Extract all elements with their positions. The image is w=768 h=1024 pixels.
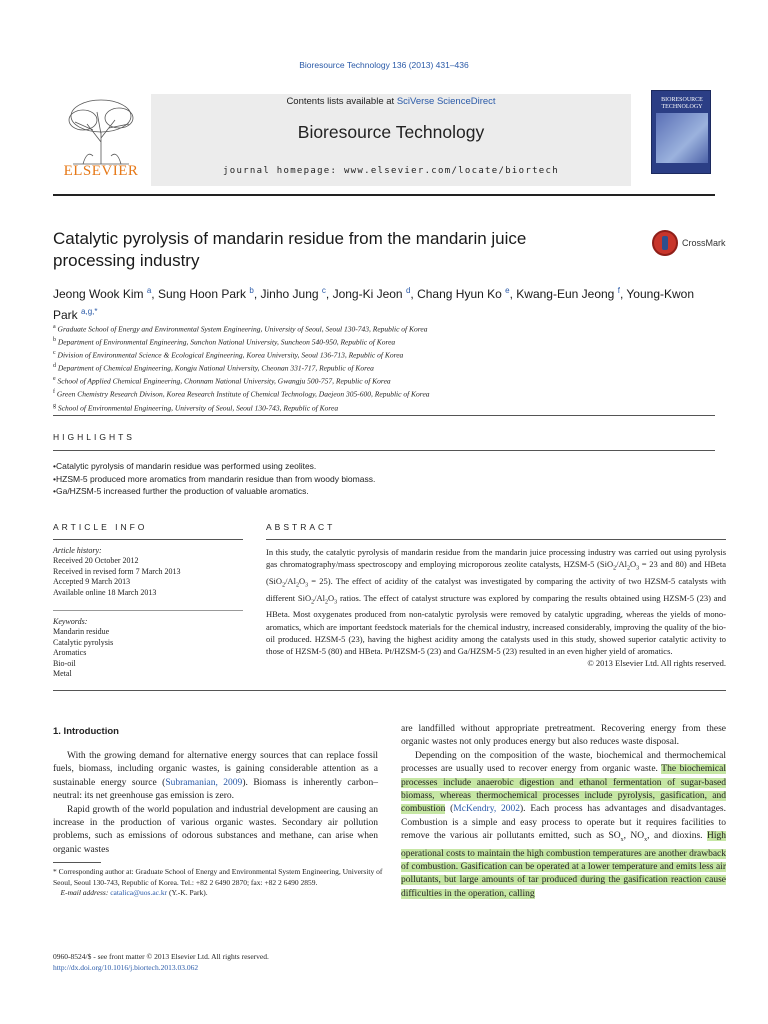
doi-link[interactable]: http://dx.doi.org/10.1016/j.biortech.2013.03.062 <box>53 962 199 972</box>
crossmark-icon <box>652 230 678 256</box>
highlighted-text[interactable]: The biochemical processes include anaerobic digestion and ethanol fermentation of sugar-based biomass, whereas thermochemical processes include pyrolysis, gasification, and combustion <box>401 764 727 815</box>
affiliation-list <box>53 322 715 414</box>
publication-info <box>53 952 453 973</box>
elsevier-wordmark: ELSEVIER <box>63 163 139 179</box>
affiliation: $^d$ Department of Chemical Engineering, Kongju National University, Cheonan 331-717, Republic of Korea <box>53 363 374 373</box>
citation-link[interactable]: Subramanian, 2009 <box>165 777 243 788</box>
author: Chang Hyun Ko $^e$ <box>417 286 510 301</box>
highlight-item: • Ga/HZSM-5 increased further the production of valuable aromatics. <box>53 485 715 498</box>
highlight-item: • HZSM-5 produced more aromatics from mandarin residue than from woody biomass. <box>53 473 715 486</box>
intro-paragraph: Rapid growth of the world population and industrial development are causing an increase in the production of various organic wastes. Secondary air pollution problems, such as emissions of odorous substances and methane, can arise when organic wastes <box>53 804 378 855</box>
article-info-heading: ARTICLE INFO <box>53 522 148 532</box>
highlighted-text[interactable]: High operational costs to maintain the high combustion temperatures are another drawback of combustion. Gasification can be operated at a lower temperature and emits less air pollutants, but large amounts of tar produced during the gasification reaction cause difficulties in the operation, calling <box>401 831 727 899</box>
author: Sung Hoon Park $^b$ <box>157 286 254 301</box>
header-divider <box>53 194 715 196</box>
intro-left-column <box>53 750 378 857</box>
section-divider <box>53 610 243 611</box>
history-item: Accepted 9 March 2013 <box>53 577 131 587</box>
section-divider <box>53 690 726 691</box>
citation-link[interactable]: McKendry, 2002 <box>453 804 520 815</box>
abstract-heading: ABSTRACT <box>266 522 336 532</box>
cover-image <box>656 113 708 163</box>
abstract-copyright: © 2013 Elsevier Ltd. All rights reserved. <box>587 657 726 668</box>
article-title: Catalytic pyrolysis of mandarin residue from the mandarin juice processing industry <box>53 229 527 270</box>
section-divider <box>266 539 726 540</box>
history-item: Available online 18 March 2013 <box>53 587 157 597</box>
author: Young-Kwon Park $^{a,g,*}$ <box>53 287 695 322</box>
keyword: Aromatics <box>53 648 87 658</box>
keyword: Mandarin residue <box>53 627 110 637</box>
author: Kwang-Eun Jeong $^f$ <box>516 286 620 301</box>
keyword: Catalytic pyrolysis <box>53 637 114 647</box>
affiliation: $^g$ School of Environmental Engineering, University of Seoul, Seoul 130-743, Republic of Korea <box>53 402 339 413</box>
journal-banner <box>151 94 631 186</box>
journal-cover[interactable] <box>651 90 711 174</box>
intro-paragraph: Depending on the composition of the waste, biochemical and thermochemical processes are usually used to recover energy from organic waste. The biochemical processes include anaerobic digestion and ethanol fermentation of sugar-based biomass, whereas thermochemical processes include pyrolysis, gasification, and combustion (McKendry, 2002). Each process has advantages and disadvantages. Combustion is a simple and easy process to operate but it requires facilities to remove the various air pollutants emitted, such as $SO_x$, $NO_x$, and dioxins. High operational costs to maintain the high combustion temperatures are another drawback of combustion. Gasification can be operated at a lower temperature and emits less air pollutants, but large amounts of tar produced during the gasification reaction cause difficulties in the operation, calling <box>401 750 727 899</box>
issn-line: 0960-8524/$ - see front matter © 2013 Elsevier Ltd. All rights reserved. <box>53 952 269 961</box>
abstract-text <box>266 546 726 669</box>
section-divider <box>53 415 715 416</box>
journal-homepage[interactable]: journal homepage: www.elsevier.com/locate/biortech <box>223 166 559 176</box>
history-item: Received 20 October 2012 <box>53 556 139 566</box>
journal-header <box>53 80 715 192</box>
affiliation: $^c$ Division of Environmental Science & Ecological Engineering, Korea University, Seoul 136-713, Republic of Korea <box>53 350 404 360</box>
author: Jong-Ki Jeon $^d$ <box>332 286 411 301</box>
cover-title: BIORESOURCE TECHNOLOGY <box>661 97 703 110</box>
sciencedirect-link[interactable]: SciVerse ScienceDirect <box>396 96 496 107</box>
contents-prefix: Contents lists available at <box>286 96 397 107</box>
journal-reference[interactable]: Bioresource Technology 136 (2013) 431–436 <box>299 60 469 70</box>
affiliation: $^f$ Green Chemistry Research Divison, Korea Research Institute of Chemical Technology, Daejeon 305-600, Republic of Korea <box>53 389 430 399</box>
section-divider <box>53 539 243 540</box>
article-history <box>53 546 243 598</box>
affiliation: $^e$ School of Applied Chemical Engineering, Chonnam National University, Gwangju 500-757, Republic of Korea <box>53 376 391 386</box>
contents-line <box>151 96 631 107</box>
keyword: Metal <box>53 669 72 679</box>
email-link[interactable]: catalica@uos.ac.kr <box>110 888 168 898</box>
abstract-paragraph: In this study, the catalytic pyrolysis of mandarin residue from the mandarin juice processing industry was carried out using pyrolysis gas chromatography/mass spectroscopy and employing microporous zeolite catalysts, HZSM-5 ($SiO_2/Al_2O_3 = 23$ and 80) and HBeta $(SiO_2/Al_2O_3 = 25)$. The effect of acidity of the catalyst was investigated by comparing the activity of two HZSM-5 catalysts with different $SiO_2/Al_2O_3$ ratios. The effect of catalyst structure was explored by comparing the results obtained using HZSM-5 (23) and HBeta. Most oxygenates produced from non-catalytic pyrolysis were removed by catalytic upgrading, whereas the yields of mono-aromatics, which are important feedstock materials for the chemical industry, increased considerably, improving the quality of the bio-oil produced. HZSM-5 (23), having the highest acidity among the catalysts used in this study, showed superior catalytic activity to those of HZSM-5 (80) and HBeta. Pt/HZSM-5 (23) and Ga/HZSM-5 (23) resulted in an even higher yield of aromatics. <box>266 547 726 656</box>
crossmark-badge[interactable] <box>652 228 732 262</box>
highlights-list <box>53 460 715 498</box>
affiliation: $^a$ Graduate School of Energy and Environmental System Engineering, University of Seoul, Seoul 130-743, Republic of Korea <box>53 324 428 334</box>
highlight-item: • Catalytic pyrolysis of mandarin residue was performed using zeolites. <box>53 460 715 473</box>
footnote <box>53 867 383 899</box>
email-line: E-mail address: catalica@uos.ac.kr (Y.-K. Park). <box>60 888 208 898</box>
highlights-heading: HIGHLIGHTS <box>53 432 135 442</box>
corresponding-author: * Corresponding author at: Graduate School of Energy and Environmental System Engineering, University of Seoul, Seoul 130-743, Republic of Korea. Tel.: +82 2 6490 2870; fax: +82 2 6490 2859. <box>53 867 383 887</box>
elsevier-tree-icon <box>53 94 149 166</box>
section-divider <box>53 450 715 451</box>
keywords-label: Keywords: <box>53 617 88 626</box>
intro-right-column <box>401 723 726 901</box>
affiliation: $^b$ Department of Environmental Engineering, Sunchon National University, Suncheon 540-950, Republic of Korea <box>53 337 396 347</box>
intro-paragraph: With the growing demand for alternative energy sources that can replace fossil fuels, biomass, including organic wastes, is gaining considerable attention as a sustainable energy source (Subramanian, 2009). Biomass is inherently carbon–neutral: its net greenhouse gas emission is zero. <box>53 751 378 802</box>
keywords <box>53 617 243 679</box>
history-label: Article history: <box>53 546 102 555</box>
elsevier-logo[interactable] <box>53 94 149 186</box>
keyword: Bio-oil <box>53 658 76 668</box>
introduction-heading: 1. Introduction <box>53 726 119 737</box>
author: Jinho Jung $^c$ <box>260 286 326 301</box>
author: Jeong Wook Kim $^a$ <box>53 286 152 301</box>
author-list: Jeong Wook Kim $^a$, Sung Hoon Park $^b$, Jinho Jung $^c$, Jong-Ki Jeon $^d$, Chang Hyun Ko $^e$, Kwang-Eun Jeong $^f$, Young-Kwon Park $^{a,g,*}$ <box>53 286 695 322</box>
intro-paragraph: are landfilled without appropriate pretreatment. Recovering energy from these organic wastes not only produces energy but also reduces waste disposal. <box>401 724 726 748</box>
journal-title: Bioresource Technology <box>297 122 485 142</box>
footnote-divider <box>53 862 101 863</box>
crossmark-label: CrossMark <box>682 238 726 248</box>
history-item: Received in revised form 7 March 2013 <box>53 566 181 576</box>
